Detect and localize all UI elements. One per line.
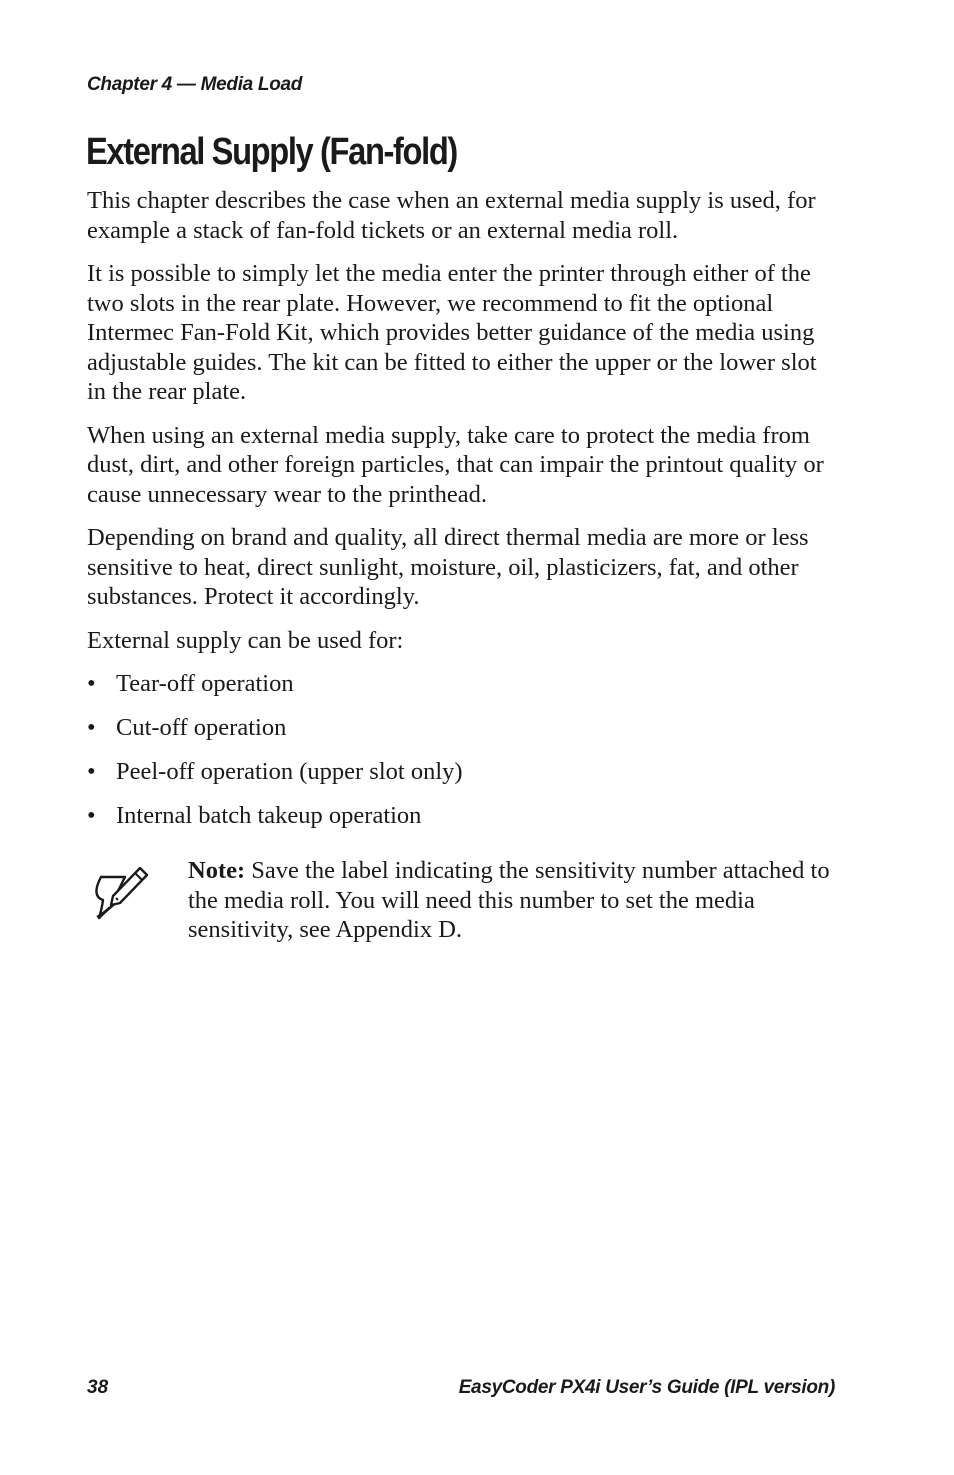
note-label: Note:: [188, 857, 246, 884]
list-item-text: Tear-off operation: [116, 670, 294, 697]
body-text: [87, 186, 832, 845]
list-item: [87, 713, 832, 743]
list-item-text: Internal batch takeup operation: [116, 802, 422, 829]
paragraph-usage-intro: External supply can be used for:: [87, 626, 404, 654]
paragraph-protection: When using an external media supply, take care to protect the media from dust, dirt, and other foreign particles, that can impair the printout quality or cause unnecessary wear to the printhead.: [87, 421, 824, 508]
note-text: [188, 856, 838, 945]
bullet-marker: •: [87, 758, 96, 785]
list-item: [87, 801, 832, 831]
usage-list: [87, 669, 832, 831]
paragraph-slots: It is possible to simply let the media enter the printer through either of the two slots in the rear plate. However, we recommend to fit the optional Intermec Fan-Fold Kit, which provides better guidance of the media using adjustable guides. The kit can be fitted to either the upper or the lower slot in the rear plate.: [87, 260, 817, 405]
note-pencil-icon: [87, 860, 149, 922]
page-number: 38: [87, 1377, 109, 1398]
bullet-marker: •: [87, 670, 96, 697]
paragraph-sensitivity: Depending on brand and quality, all direct thermal media are more or less sensitive to heat, direct sunlight, moisture, oil, plasticizers, fat, and other substances. Protect it accordingly.: [87, 524, 809, 610]
list-item: [87, 669, 832, 699]
page-title: External Supply (Fan-fold): [86, 131, 457, 173]
footer-book-title: EasyCoder PX4i User’s Guide (IPL version): [458, 1377, 835, 1398]
bullet-marker: •: [87, 802, 96, 829]
note-body: Save the label indicating the sensitivity number attached to the media roll. You will need this number to set the media sensitivity, see Appendix D.: [188, 857, 830, 943]
paragraph-intro: This chapter describes the case when an external media supply is used, for example a stack of fan-fold tickets or an external media roll.: [87, 187, 816, 244]
running-head: Chapter 4 — Media Load: [87, 74, 303, 95]
list-item: [87, 757, 832, 787]
list-item-text: Peel-off operation (upper slot only): [116, 758, 463, 785]
list-item-text: Cut-off operation: [116, 714, 287, 741]
bullet-marker: •: [87, 714, 96, 741]
